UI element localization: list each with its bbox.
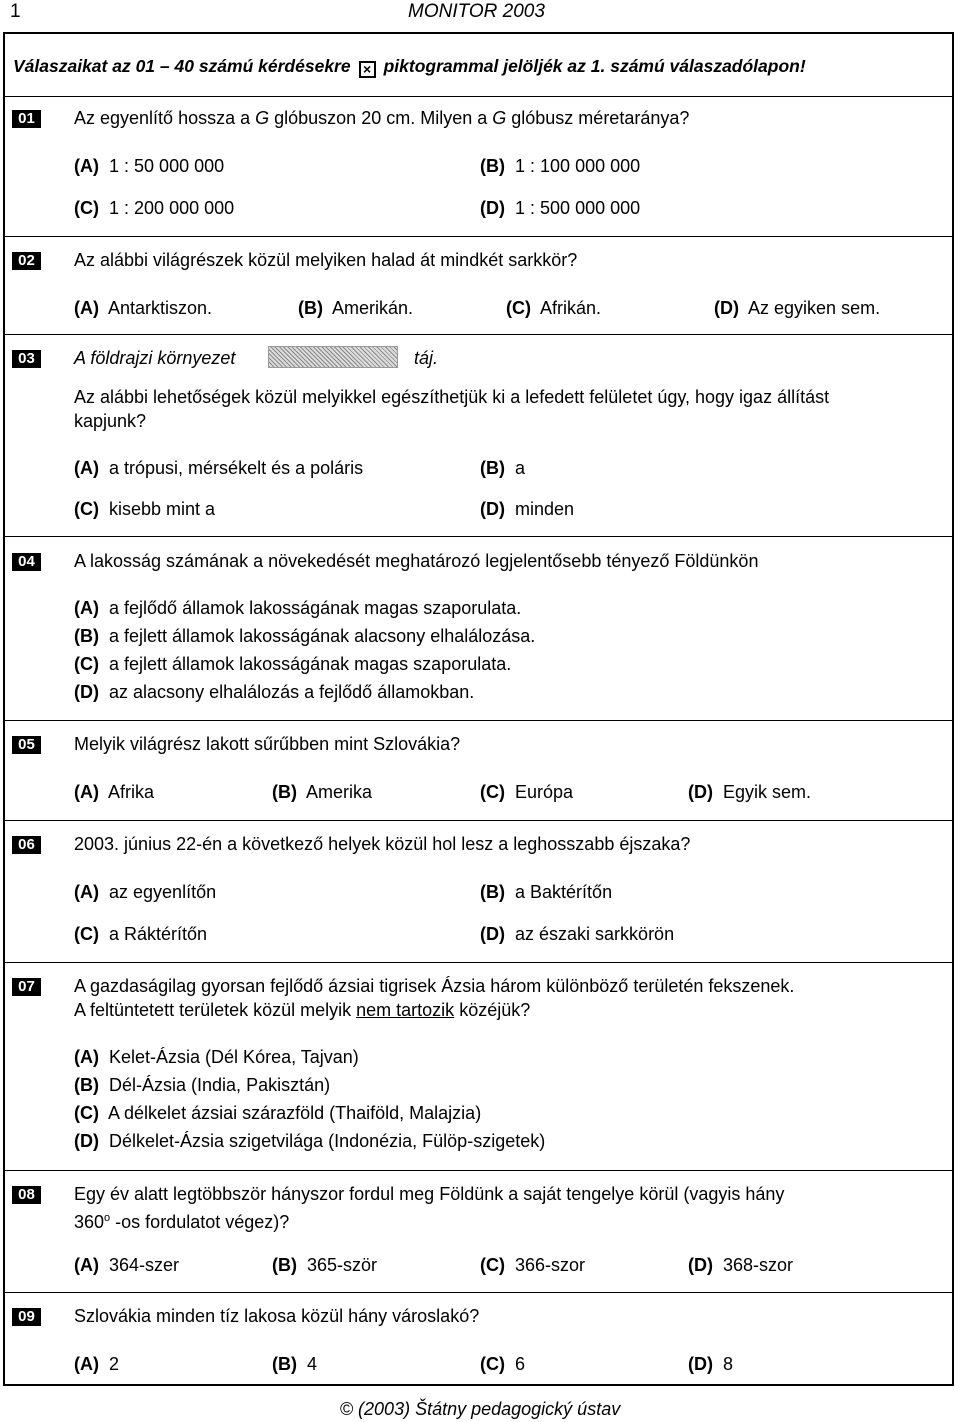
divider	[5, 720, 952, 721]
question-text: Egy év alatt legtöbbször hányszor fordul meg Földünk a saját tengelye körül (vagyis hány	[74, 1184, 785, 1204]
answer-option[interactable]: (C) 6	[480, 1354, 526, 1374]
divider	[5, 1292, 952, 1293]
answer-option[interactable]: (A) 1 : 50 000 000	[74, 156, 225, 176]
answer-option[interactable]: (D) Egyik sem.	[688, 782, 812, 802]
divider	[5, 96, 952, 97]
question-text: A feltüntetett területek közül melyik nem tartozik közéjük?	[74, 1000, 531, 1020]
answer-option[interactable]: (D) Az egyiken sem.	[714, 298, 881, 318]
question-number: 05	[12, 736, 41, 754]
document-title: MONITOR 2003	[408, 1, 545, 22]
question-text: Az egyenlítő hossza a G glóbuszon 20 cm. Milyen a G glóbusz méretaránya?	[74, 108, 690, 128]
answer-option[interactable]: (D) minden	[480, 499, 575, 519]
question-number: 02	[12, 252, 41, 270]
instruction-after: piktogrammal jelöljék az 1. számú válaszadólapon!	[383, 56, 806, 76]
question-stem-end: táj.	[414, 348, 439, 368]
answer-option[interactable]: (A) 2	[74, 1354, 120, 1374]
answer-option[interactable]: (B) Amerika	[272, 782, 373, 802]
answer-option[interactable]: (C) Európa	[480, 782, 574, 802]
answer-option[interactable]: (A) az egyenlítőn	[74, 882, 217, 902]
answer-option[interactable]: (A) 364-szer	[74, 1255, 180, 1275]
answer-option[interactable]: (D) 368-szor	[688, 1255, 794, 1275]
answer-option[interactable]: (C) kisebb mint a	[74, 499, 216, 519]
answer-option[interactable]: (C) a Ráktérítőn	[74, 924, 208, 944]
question-number: 03	[12, 350, 41, 368]
question-text: Melyik világrész lakott sűrűbben mint Szlovákia?	[74, 734, 461, 754]
divider	[5, 820, 952, 821]
divider	[5, 536, 952, 537]
answer-option[interactable]: (D) Délkelet-Ázsia szigetvilága (Indonézia, Fülöp-szigetek)	[74, 1131, 546, 1151]
question-text: Az alábbi lehetőségek közül melyikkel egészíthetjük ki a lefedett felületet úgy, hogy igaz állítást	[74, 387, 830, 407]
question-number: 06	[12, 836, 41, 854]
question-number: 07	[12, 978, 41, 996]
question-text: kapjunk?	[74, 411, 147, 431]
question-number: 09	[12, 1308, 41, 1326]
divider	[5, 962, 952, 963]
covered-area	[268, 346, 398, 368]
answer-option[interactable]: (A) Afrika	[74, 782, 155, 802]
divider	[5, 1170, 952, 1171]
answer-option[interactable]: (B) a Baktérítőn	[480, 882, 613, 902]
page-number: 1	[10, 1, 21, 22]
question-text: Az alábbi világrészek közül melyiken halad át mindkét sarkkör?	[74, 250, 578, 270]
answer-option[interactable]: (B) a fejlett államok lakosságának alacsony elhalálozása.	[74, 626, 536, 646]
answer-option[interactable]: (C) Afrikán.	[506, 298, 602, 318]
answer-option[interactable]: (B) a	[480, 458, 526, 478]
divider	[5, 236, 952, 237]
answer-option[interactable]: (C) A délkelet ázsiai szárazföld (Thaiföld, Malajzia)	[74, 1103, 482, 1123]
answer-option[interactable]: (B) 365-ször	[272, 1255, 378, 1275]
answer-option[interactable]: (A) a trópusi, mérsékelt és a poláris	[74, 458, 364, 478]
question-text: 360$^o$ -os fordulatot végez)?	[74, 1212, 290, 1232]
answer-option[interactable]: (B) 1 : 100 000 000	[480, 156, 641, 176]
question-text: A lakosság számának a növekedését meghatározó legjelentősebb tényező Földünkön	[74, 551, 759, 571]
copyright-footer: © (2003) Štátny pedagogický ústav	[339, 1399, 621, 1419]
answer-option[interactable]: (B) 4	[272, 1354, 318, 1374]
answer-option[interactable]: (C) a fejlett államok lakosságának magas szaporulata.	[74, 654, 512, 674]
answer-option[interactable]: (C) 366-szor	[480, 1255, 586, 1275]
answer-option[interactable]: (D) az alacsony elhalálozás a fejlődő államokban.	[74, 682, 475, 702]
answer-option[interactable]: (C) 1 : 200 000 000	[74, 198, 235, 218]
question-text: A gazdaságilag gyorsan fejlődő ázsiai tigrisek Ázsia három különböző területén fekszenek.	[74, 976, 795, 996]
instruction-before: Válaszaikat az 01 – 40 számú kérdésekre	[13, 56, 351, 76]
answer-option[interactable]: (B) Amerikán.	[298, 298, 414, 318]
question-number: 04	[12, 553, 41, 571]
question-number: 08	[12, 1186, 41, 1204]
answer-option[interactable]: (A) Antarktiszon.	[74, 298, 213, 318]
question-number: 01	[12, 110, 41, 128]
answer-option[interactable]: (D) az északi sarkkörön	[480, 924, 675, 944]
answer-option[interactable]: (D) 8	[688, 1354, 734, 1374]
answer-mark-icon: ×	[359, 61, 376, 78]
answer-option[interactable]: (A) a fejlődő államok lakosságának magas szaporulata.	[74, 598, 522, 618]
question-stem: A földrajzi környezet	[74, 348, 236, 368]
question-text: Szlovákia minden tíz lakosa közül hány városlakó?	[74, 1306, 480, 1326]
question-text: 2003. június 22-én a következő helyek közül hol lesz a leghosszabb éjszaka?	[74, 834, 691, 854]
instruction	[13, 56, 806, 78]
answer-option[interactable]: (A) Kelet-Ázsia (Dél Kórea, Tajvan)	[74, 1047, 359, 1067]
answer-option[interactable]: (D) 1 : 500 000 000	[480, 198, 641, 218]
divider	[5, 334, 952, 335]
answer-option[interactable]: (B) Dél-Ázsia (India, Pakisztán)	[74, 1075, 331, 1095]
